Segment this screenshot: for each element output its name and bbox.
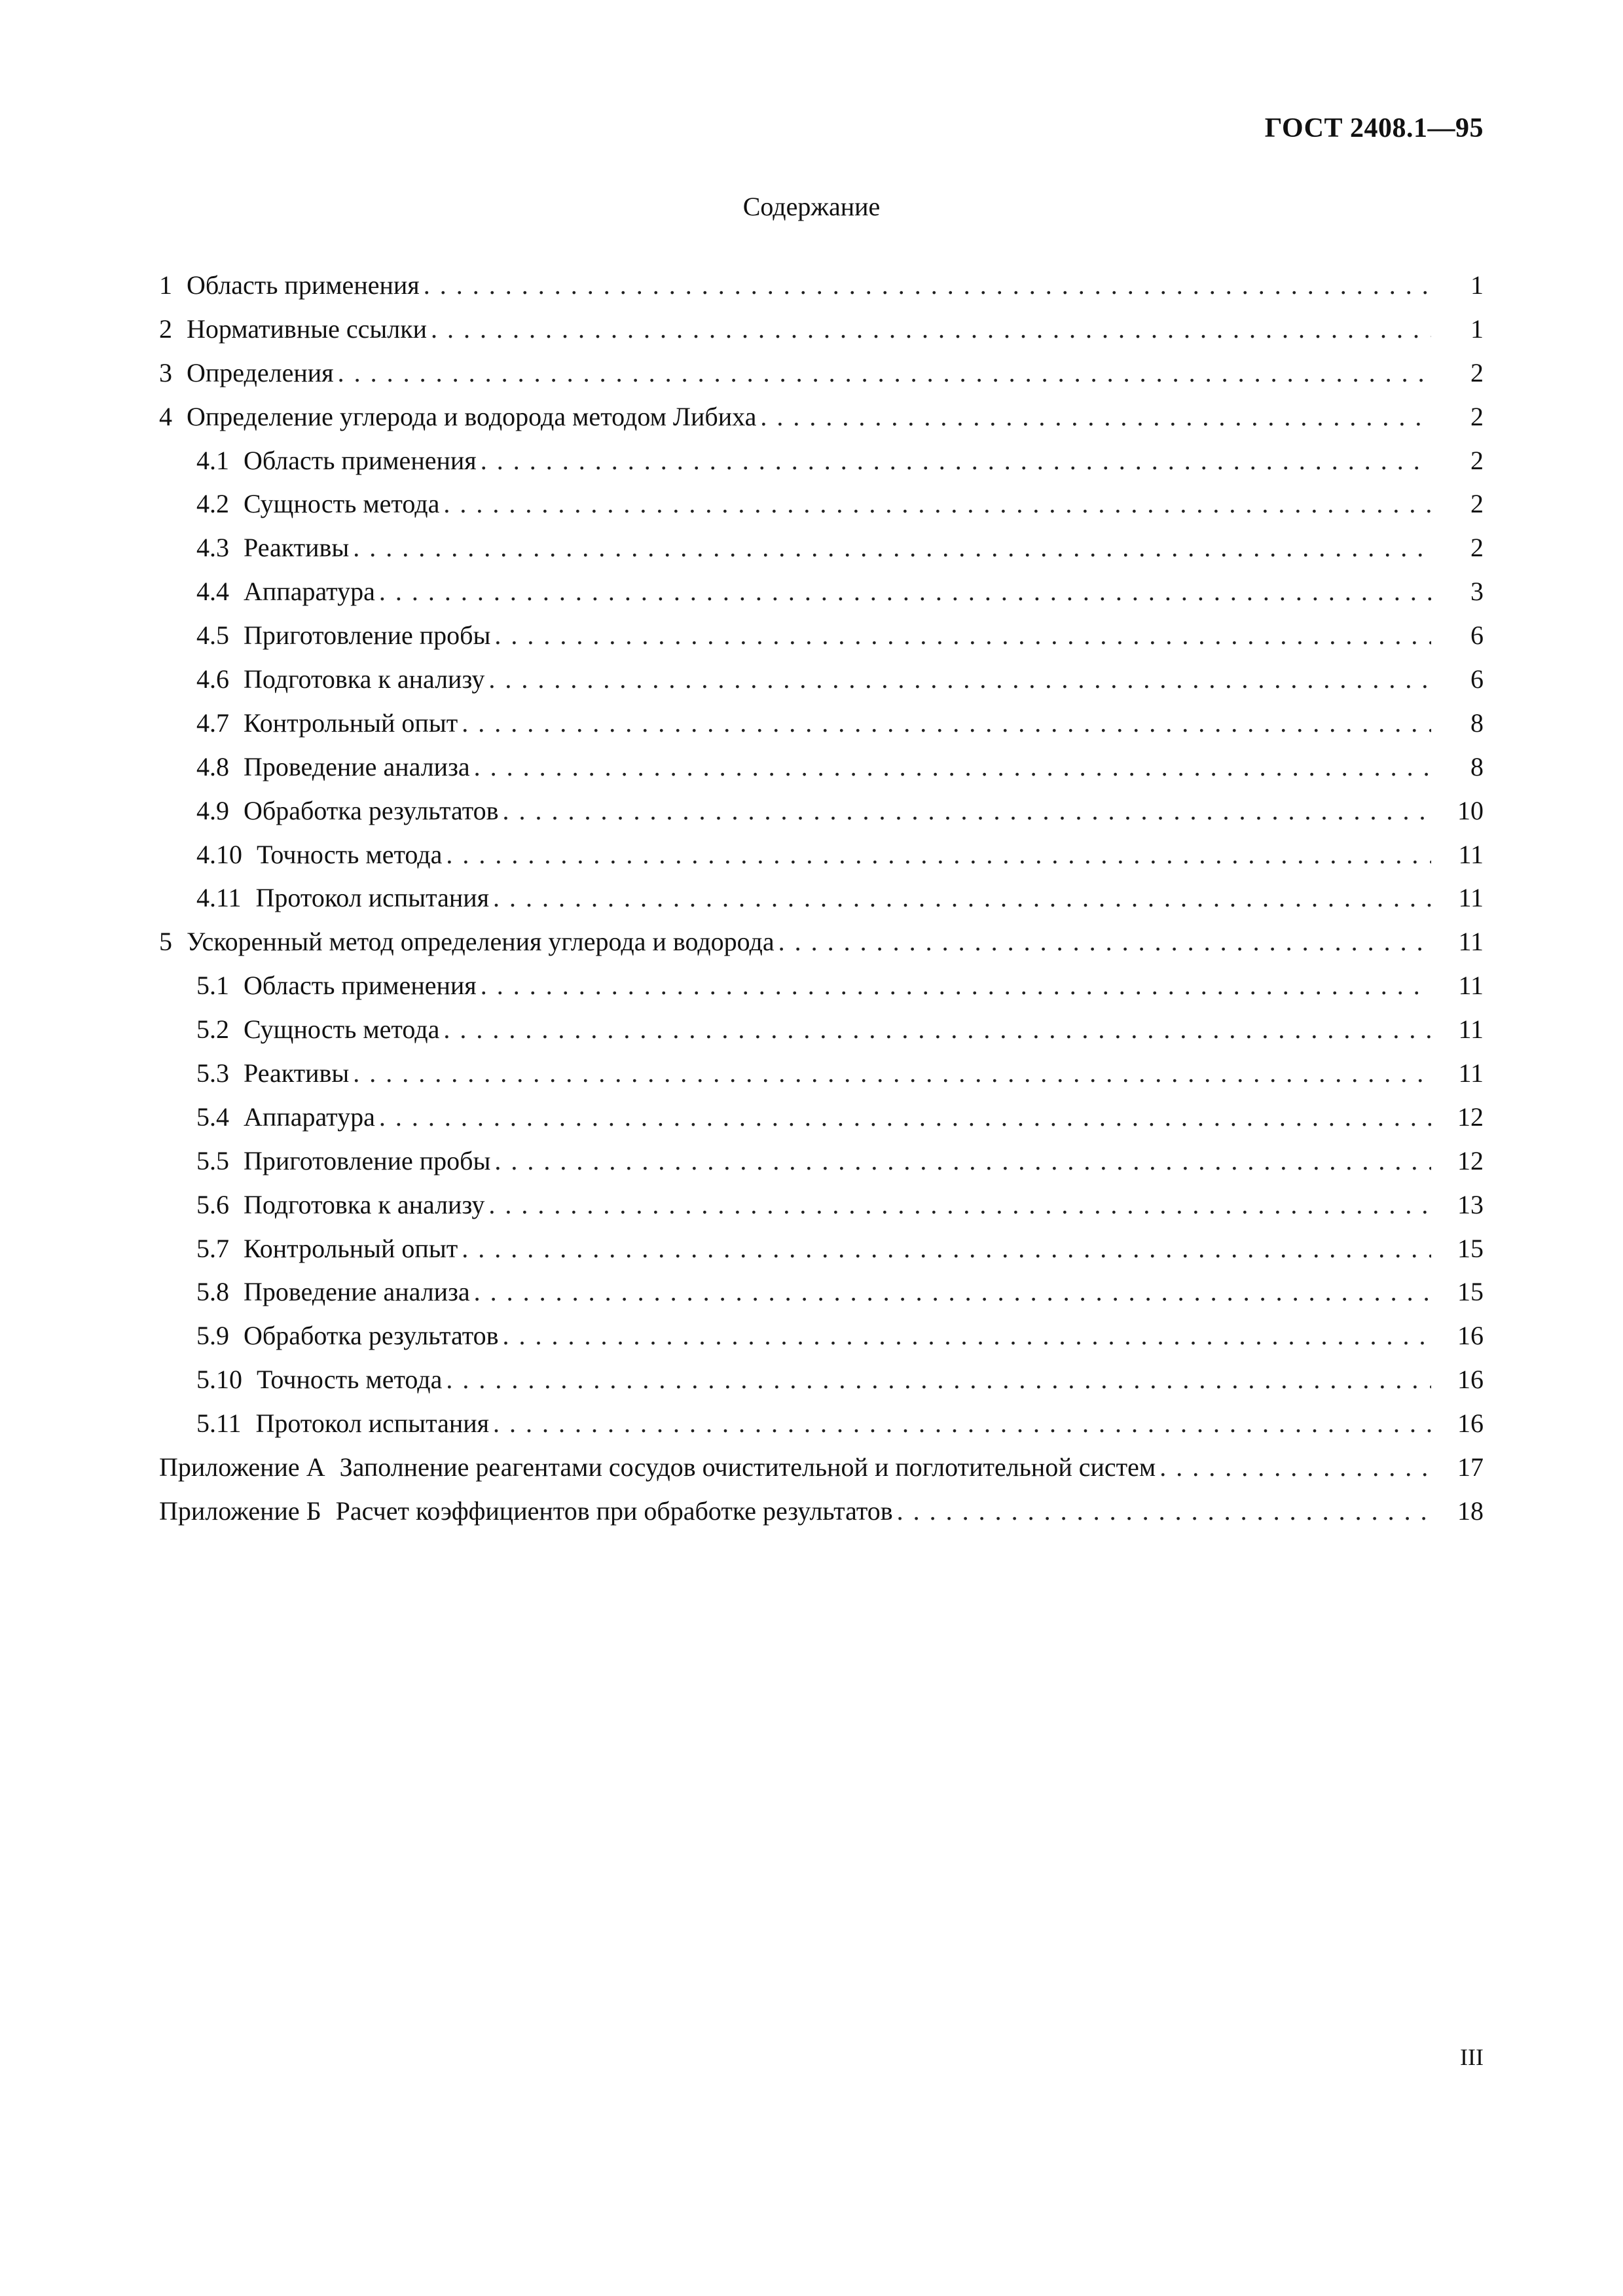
toc-entry-5-3[interactable]	[159, 1052, 1484, 1096]
toc-entry-number: 5.3	[196, 1058, 229, 1088]
toc-entry-5-7[interactable]	[159, 1227, 1484, 1271]
toc-entry-5-10[interactable]	[159, 1358, 1484, 1402]
toc-entry-number: 5.5	[196, 1145, 229, 1175]
toc-entry-label	[196, 1052, 349, 1096]
dot-leader	[474, 745, 1431, 789]
toc-entry-page: 2	[1470, 445, 1484, 475]
toc-entry-5-5[interactable]	[159, 1139, 1484, 1183]
toc-entry-4-1[interactable]	[159, 439, 1484, 483]
toc-entry-page: 6	[1470, 620, 1484, 651]
toc-entry-number: 4.10	[196, 839, 242, 869]
toc-entry-4[interactable]	[159, 395, 1484, 439]
dot-leader	[462, 702, 1431, 745]
toc-entry-number: 5	[159, 927, 172, 957]
toc-entry-number: 5.7	[196, 1233, 229, 1263]
dot-leader	[760, 395, 1431, 439]
dot-leader	[424, 264, 1431, 308]
toc-entry-label	[196, 1139, 490, 1183]
toc-entry-page: 16	[1457, 1321, 1484, 1351]
toc-entry-number: 4.1	[196, 445, 229, 475]
toc-entry-page: 12	[1457, 1102, 1484, 1132]
dot-leader	[446, 833, 1431, 877]
toc-entry-title: Контрольный опыт	[244, 1233, 458, 1263]
toc-entry-4-10[interactable]	[159, 833, 1484, 877]
toc-entry-label	[196, 1008, 439, 1052]
toc-entry-number: 5.8	[196, 1277, 229, 1307]
table-of-contents	[159, 264, 1484, 1534]
toc-entry-number: 5.4	[196, 1102, 229, 1132]
toc-entry-5-6[interactable]	[159, 1183, 1484, 1227]
toc-entry-4-7[interactable]	[159, 702, 1484, 745]
toc-entry-5[interactable]	[159, 920, 1484, 964]
toc-entry-label	[196, 745, 470, 789]
toc-appendix-a[interactable]	[159, 1446, 1484, 1490]
toc-entry-5-1[interactable]	[159, 964, 1484, 1008]
toc-entry-number: 5.10	[196, 1365, 242, 1395]
dot-leader	[431, 308, 1431, 351]
appendix-label: Приложение Б	[159, 1496, 321, 1526]
toc-entry-4-2[interactable]	[159, 482, 1484, 526]
toc-entry-label	[196, 482, 439, 526]
toc-entry-label	[196, 789, 499, 833]
appendix-label: Приложение А	[159, 1452, 325, 1482]
toc-entry-title: Реактивы	[244, 533, 350, 563]
toc-entry-page: 1	[1470, 314, 1484, 344]
toc-entry-number: 4.8	[196, 751, 229, 781]
toc-entry-number: 4	[159, 401, 172, 431]
toc-entry-title: Точность метода	[257, 839, 443, 869]
toc-entry-title: Сущность метода	[244, 489, 440, 519]
toc-entry-title: Область применения	[244, 445, 477, 475]
toc-entry-page: 3	[1470, 577, 1484, 607]
toc-entry-number: 5.2	[196, 1014, 229, 1045]
toc-entry-number: 1	[159, 270, 172, 300]
toc-entry-1[interactable]	[159, 264, 1484, 308]
toc-entry-label	[159, 1490, 893, 1534]
toc-entry-number: 2	[159, 314, 172, 344]
toc-entry-4-6[interactable]	[159, 658, 1484, 702]
toc-entry-5-11[interactable]	[159, 1402, 1484, 1446]
toc-entry-number: 4.4	[196, 577, 229, 607]
toc-entry-2[interactable]	[159, 308, 1484, 351]
toc-entry-title: Ускоренный метод определения углерода и водорода	[187, 927, 775, 957]
toc-entry-number: 4.3	[196, 533, 229, 563]
toc-appendix-b[interactable]	[159, 1490, 1484, 1534]
toc-entry-page: 16	[1457, 1408, 1484, 1439]
toc-entry-label	[196, 614, 490, 658]
toc-entry-title: Протокол испытания	[255, 1408, 490, 1439]
toc-entry-title: Приготовление пробы	[244, 620, 491, 651]
toc-entry-page: 13	[1457, 1189, 1484, 1219]
toc-entry-label	[196, 570, 375, 614]
toc-entry-number: 4.6	[196, 664, 229, 694]
toc-entry-4-11[interactable]	[159, 876, 1484, 920]
toc-entry-5-9[interactable]	[159, 1314, 1484, 1358]
toc-entry-page: 11	[1458, 927, 1484, 957]
toc-entry-page: 10	[1457, 795, 1484, 825]
toc-entry-label	[196, 1096, 375, 1139]
toc-entry-page: 2	[1470, 489, 1484, 519]
toc-entry-page: 17	[1457, 1452, 1484, 1482]
toc-entry-number: 4.9	[196, 795, 229, 825]
toc-entry-title: Аппаратура	[244, 577, 375, 607]
toc-entry-label	[196, 1227, 458, 1271]
toc-entry-title: Проведение анализа	[244, 751, 470, 781]
toc-entry-number: 5.11	[196, 1408, 242, 1439]
toc-entry-label	[159, 351, 334, 395]
dot-leader	[494, 614, 1431, 658]
toc-entry-page: 11	[1458, 1014, 1484, 1045]
dot-leader	[462, 1227, 1431, 1271]
dot-leader	[474, 1270, 1431, 1314]
dot-leader	[493, 876, 1431, 920]
toc-entry-title: Подготовка к анализу	[244, 1189, 485, 1219]
toc-entry-number: 5.1	[196, 971, 229, 1001]
toc-entry-label	[196, 1358, 442, 1402]
toc-entry-page: 15	[1457, 1277, 1484, 1307]
toc-entry-page: 15	[1457, 1233, 1484, 1263]
toc-entry-title: Подготовка к анализу	[244, 664, 485, 694]
toc-entry-5-2[interactable]	[159, 1008, 1484, 1052]
toc-entry-5-4[interactable]	[159, 1096, 1484, 1139]
toc-entry-label	[196, 833, 442, 877]
toc-entry-label	[196, 658, 484, 702]
dot-leader	[778, 920, 1431, 964]
toc-entry-label	[196, 876, 489, 920]
toc-entry-title: Область применения	[187, 270, 420, 300]
dot-leader	[338, 351, 1431, 395]
appendix-title: Заполнение реагентами сосудов очистительной и поглотительной систем	[339, 1452, 1156, 1482]
document-code: ГОСТ 2408.1—95	[1264, 113, 1484, 143]
dot-leader	[488, 658, 1431, 702]
toc-entry-title: Нормативные ссылки	[187, 314, 428, 344]
dot-leader	[1159, 1446, 1431, 1490]
toc-entry-title: Точность метода	[257, 1365, 443, 1395]
page-number: III	[1460, 2044, 1484, 2070]
toc-entry-page: 18	[1457, 1496, 1484, 1526]
toc-entry-label	[159, 395, 756, 439]
toc-entry-title: Контрольный опыт	[244, 708, 458, 738]
toc-entry-number: 5.6	[196, 1189, 229, 1219]
dot-leader	[503, 1314, 1431, 1358]
toc-entry-page: 8	[1470, 708, 1484, 738]
dot-leader	[493, 1402, 1431, 1446]
toc-entry-page: 2	[1470, 533, 1484, 563]
toc-entry-label	[196, 964, 477, 1008]
toc-entry-title: Реактивы	[244, 1058, 350, 1088]
toc-entry-title: Сущность метода	[244, 1014, 440, 1045]
dot-leader	[379, 570, 1431, 614]
toc-entry-label	[196, 702, 458, 745]
dot-leader	[503, 789, 1431, 833]
dot-leader	[446, 1358, 1431, 1402]
toc-entry-4-5[interactable]	[159, 614, 1484, 658]
toc-entry-title: Проведение анализа	[244, 1277, 470, 1307]
toc-entry-number: 4.11	[196, 883, 242, 913]
dot-leader	[897, 1490, 1431, 1534]
toc-entry-4-3[interactable]	[159, 526, 1484, 570]
toc-entry-3[interactable]	[159, 351, 1484, 395]
dot-leader	[481, 964, 1431, 1008]
toc-entry-page: 11	[1458, 883, 1484, 913]
toc-entry-4-4[interactable]	[159, 570, 1484, 614]
toc-entry-4-8[interactable]	[159, 745, 1484, 789]
toc-entry-title: Определения	[187, 357, 334, 387]
appendix-title: Расчет коэффициентов при обработке результатов	[335, 1496, 893, 1526]
toc-entry-label	[159, 264, 420, 308]
toc-entry-5-8[interactable]	[159, 1270, 1484, 1314]
toc-entry-4-9[interactable]	[159, 789, 1484, 833]
toc-entry-page: 2	[1470, 401, 1484, 431]
toc-entry-title: Определение углерода и водорода методом Либиха	[187, 401, 757, 431]
toc-entry-page: 8	[1470, 751, 1484, 781]
toc-entry-label	[196, 1314, 499, 1358]
toc-entry-label	[159, 1446, 1156, 1490]
toc-entry-title: Приготовление пробы	[244, 1145, 491, 1175]
toc-entry-number: 3	[159, 357, 172, 387]
toc-title: Содержание	[742, 192, 881, 221]
toc-entry-label	[196, 526, 349, 570]
toc-entry-number: 4.2	[196, 489, 229, 519]
toc-entry-page: 12	[1457, 1145, 1484, 1175]
toc-entry-label	[196, 1270, 470, 1314]
toc-entry-page: 16	[1457, 1365, 1484, 1395]
toc-entry-number: 5.9	[196, 1321, 229, 1351]
dot-leader	[353, 526, 1431, 570]
toc-entry-label	[159, 308, 427, 351]
toc-entry-page: 11	[1458, 839, 1484, 869]
dot-leader	[443, 482, 1431, 526]
dot-leader	[494, 1139, 1431, 1183]
toc-entry-page: 2	[1470, 357, 1484, 387]
dot-leader	[443, 1008, 1431, 1052]
toc-entry-title: Аппаратура	[244, 1102, 375, 1132]
toc-entry-number: 4.7	[196, 708, 229, 738]
toc-entry-label	[196, 1402, 489, 1446]
toc-entry-number: 4.5	[196, 620, 229, 651]
toc-entry-page: 6	[1470, 664, 1484, 694]
toc-entry-title: Протокол испытания	[255, 883, 490, 913]
dot-leader	[481, 439, 1431, 483]
toc-entry-title: Область применения	[244, 971, 477, 1001]
toc-entry-title: Обработка результатов	[244, 795, 499, 825]
toc-entry-label	[159, 920, 775, 964]
toc-entry-label	[196, 439, 477, 483]
toc-entry-page: 11	[1458, 1058, 1484, 1088]
dot-leader	[379, 1096, 1431, 1139]
dot-leader	[353, 1052, 1431, 1096]
toc-entry-label	[196, 1183, 484, 1227]
toc-entry-page: 11	[1458, 971, 1484, 1001]
dot-leader	[488, 1183, 1431, 1227]
toc-entry-page: 1	[1470, 270, 1484, 300]
toc-entry-title: Обработка результатов	[244, 1321, 499, 1351]
